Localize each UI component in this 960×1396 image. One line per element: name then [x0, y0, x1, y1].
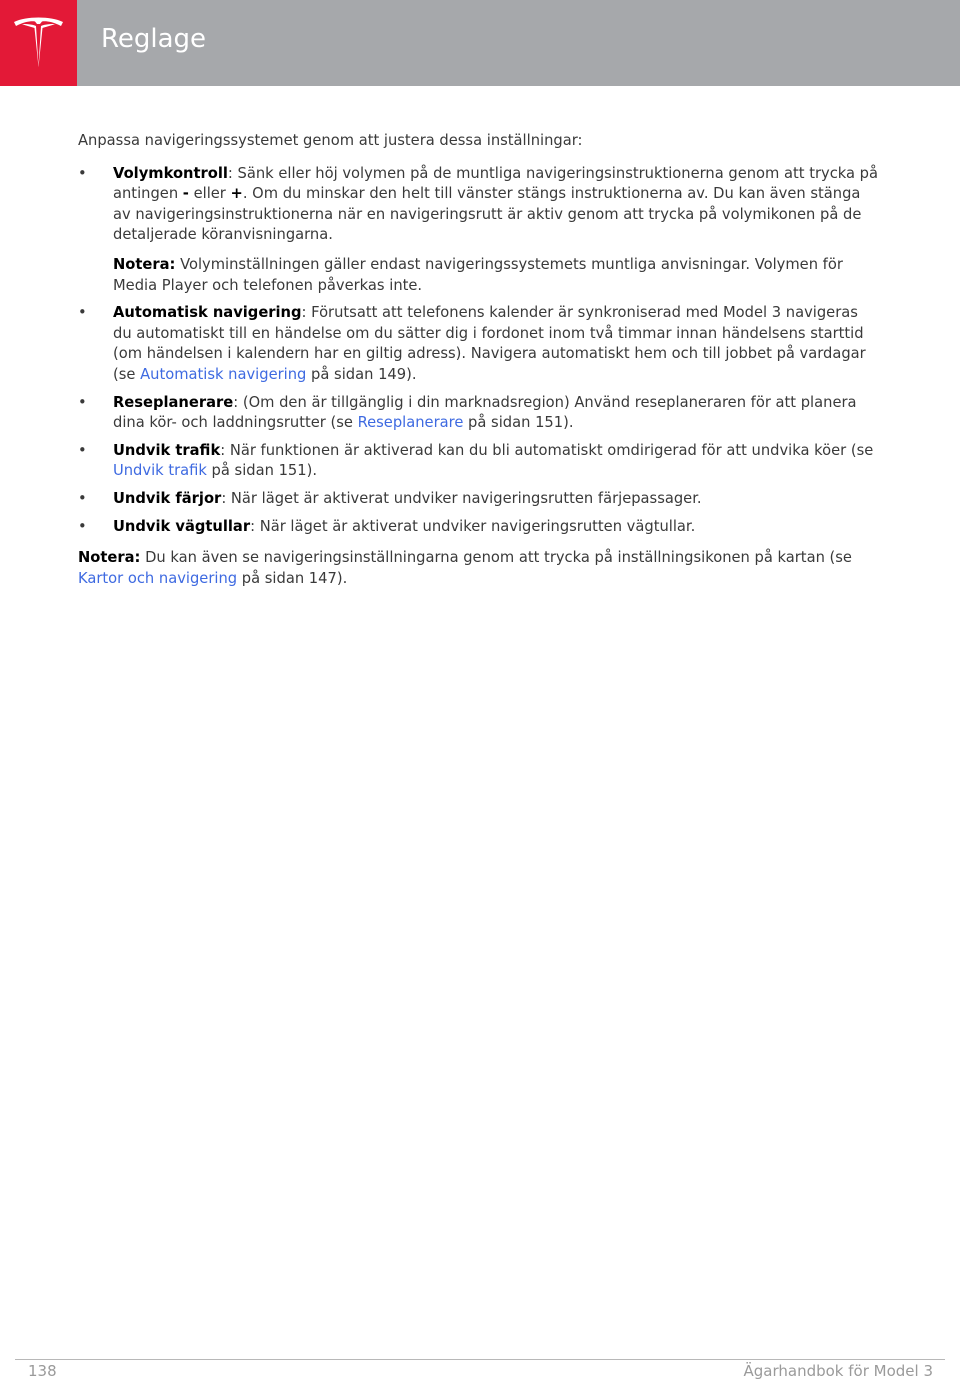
- item-text-after: på sidan 149).: [306, 365, 417, 383]
- logo-box: [0, 0, 77, 86]
- term-automatisk-navigering: Automatisk navigering: [113, 304, 302, 322]
- list-item-undvik-trafik: [78, 441, 878, 482]
- section-title: Reglage: [101, 24, 207, 54]
- header-bar: [0, 0, 960, 86]
- note-text: Du kan även se navigeringsinställningarna genom att trycka på inställningsikonen på kartan (se: [140, 549, 852, 567]
- link-undvik-trafik[interactable]: Undvik trafik: [113, 462, 207, 480]
- intro-paragraph: Anpassa navigeringssystemet genom att justera dessa inställningar:: [78, 132, 583, 149]
- content: [78, 131, 878, 589]
- term-undvik-trafik: Undvik trafik: [113, 441, 221, 459]
- item-text: : När funktionen är aktiverad kan du bli automatiskt omdirigerad för att undvika köer (se: [220, 441, 874, 459]
- note-label: Notera:: [78, 549, 141, 567]
- item-text: : (Om den är tillgänglig i din marknadsregion) Använd reseplaneraren för att planera dina kör- och laddningsrutter (se: [113, 393, 857, 432]
- plus-symbol: +: [230, 185, 243, 203]
- item-text-after: på sidan 151).: [463, 414, 574, 432]
- bullet: •: [78, 164, 87, 182]
- bullet: •: [78, 517, 87, 535]
- tesla-logo-icon: [12, 14, 65, 68]
- volume-note: [113, 255, 878, 296]
- list-item-volymkontroll: [78, 164, 878, 297]
- final-note: [78, 548, 878, 589]
- bullet: •: [78, 441, 87, 459]
- link-automatisk-navigering[interactable]: Automatisk navigering: [140, 365, 307, 383]
- note-text: Volyminställningen gäller endast navigeringssystemets muntliga anvisningar. Volymen för Media Player och telefonen påverkas inte.: [113, 255, 843, 294]
- footer-divider: [15, 1359, 945, 1360]
- list-item-automatisk-navigering: [78, 303, 878, 385]
- term-undvik-vagtullar: Undvik vägtullar: [113, 517, 251, 535]
- term-reseplanerare: Reseplanerare: [113, 393, 234, 411]
- list-item-undvik-farjor: [78, 489, 878, 510]
- item-text: : När läget är aktiverat undviker navigeringsrutten vägtullar.: [250, 517, 696, 535]
- list-item-undvik-vagtullar: [78, 517, 878, 538]
- term-undvik-farjor: Undvik färjor: [113, 489, 222, 507]
- item-text: . Om du minskar den helt till vänster stängs instruktionerna av. Du kan även stänga av navigeringsinstruktionerna när en navigeringsrutt är aktiv genom att trycka på volymikonen på de detaljerade köranvisningarna.: [113, 185, 862, 244]
- item-text: : När läget är aktiverat undviker navigeringsrutten färjepassager.: [221, 489, 702, 507]
- term-volymkontroll: Volymkontroll: [113, 164, 228, 182]
- link-reseplanerare[interactable]: Reseplanerare: [357, 414, 464, 432]
- link-kartor-och-navigering[interactable]: Kartor och navigering: [78, 569, 238, 587]
- list-item-reseplanerare: [78, 393, 878, 434]
- note-text-after: på sidan 147).: [237, 569, 348, 587]
- note-label: Notera:: [113, 255, 176, 273]
- item-text: : Sänk eller höj volymen på de muntliga navigeringsinstruktionerna genom att trycka på antingen: [113, 164, 879, 203]
- bullet: •: [78, 304, 87, 322]
- settings-list: [78, 164, 878, 538]
- bullet: •: [78, 393, 87, 411]
- item-text: : Förutsatt att telefonens kalender är synkroniserad med Model 3 navigeras du automatiskt till en händelse om du sätter dig i fordonet inom två timmar innan händelsens starttid (om händelsen i kalendern har en giltig adress). Navigera automatiskt hem och till jobbet på vardagar (se: [113, 304, 866, 383]
- item-text: eller: [188, 185, 231, 203]
- item-text-after: på sidan 151).: [206, 462, 318, 480]
- page-number: 138: [28, 1362, 57, 1380]
- minus-symbol: -: [182, 185, 189, 203]
- manual-title: Ägarhandbok för Model 3: [743, 1362, 933, 1380]
- bullet: •: [78, 489, 87, 507]
